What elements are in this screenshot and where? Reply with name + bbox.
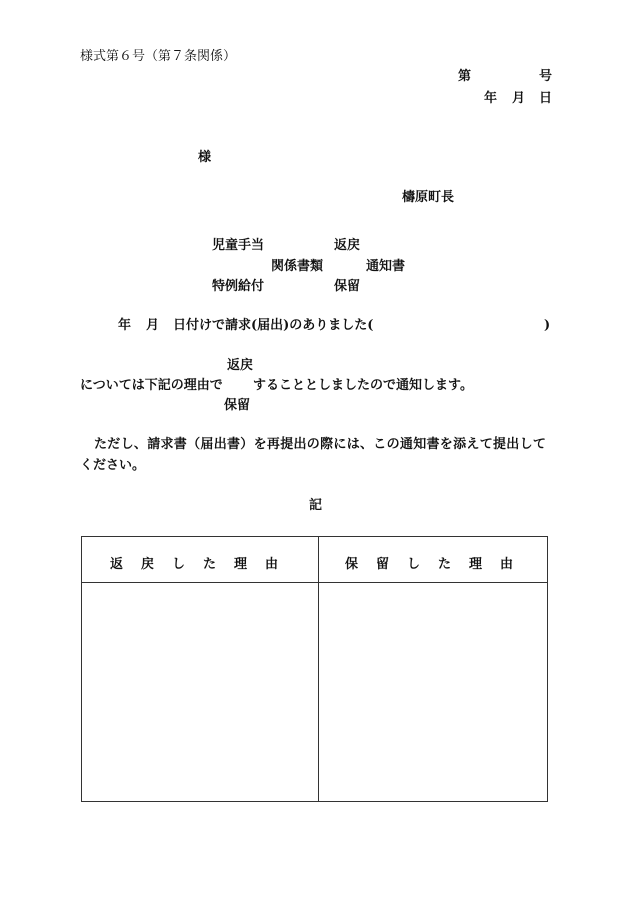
table-divider bbox=[318, 537, 319, 801]
reason-text-a: については下記の理由で bbox=[80, 378, 223, 393]
body-request-text: 日付けで請求(届出)のありました( bbox=[173, 318, 374, 333]
issuer-name: 檮原町長 bbox=[402, 190, 455, 205]
body-month: 月 bbox=[146, 318, 160, 333]
subject-return: 返戻 bbox=[334, 238, 361, 253]
option-return: 返戻 bbox=[227, 358, 254, 373]
ki-heading: 記 bbox=[309, 498, 323, 513]
header-hold-reason: 保留した理由 bbox=[345, 557, 532, 572]
subject-child-allowance: 児童手当 bbox=[212, 238, 265, 253]
note-line2: ください。 bbox=[80, 458, 146, 473]
addressee-honorific: 様 bbox=[198, 150, 212, 165]
reason-text-b: することとしましたので通知します。 bbox=[253, 378, 473, 393]
table-header-line bbox=[82, 582, 547, 583]
body-year: 年 bbox=[118, 318, 132, 333]
body-close-paren: ) bbox=[544, 318, 551, 333]
subject-related-documents: 関係書類 bbox=[271, 259, 324, 274]
subject-special-benefit: 特例給付 bbox=[212, 279, 265, 294]
date-day: 日 bbox=[539, 91, 553, 106]
subject-notice: 通知書 bbox=[366, 259, 406, 274]
hold-reason-cell[interactable] bbox=[320, 584, 547, 800]
option-hold: 保留 bbox=[224, 398, 251, 413]
number-prefix: 第 bbox=[458, 69, 472, 84]
return-reason-cell[interactable] bbox=[83, 584, 316, 800]
header-return-reason: 返戻した理由 bbox=[110, 557, 297, 572]
subject-hold: 保留 bbox=[334, 279, 361, 294]
date-month: 月 bbox=[512, 91, 526, 106]
form-label: 様式第６号（第７条関係） bbox=[80, 49, 237, 64]
reason-table bbox=[81, 536, 548, 802]
number-suffix: 号 bbox=[539, 69, 553, 84]
note-line1: ただし、請求書（届出書）を再提出の際には、この通知書を添えて提出して bbox=[94, 437, 547, 452]
date-year: 年 bbox=[484, 91, 498, 106]
